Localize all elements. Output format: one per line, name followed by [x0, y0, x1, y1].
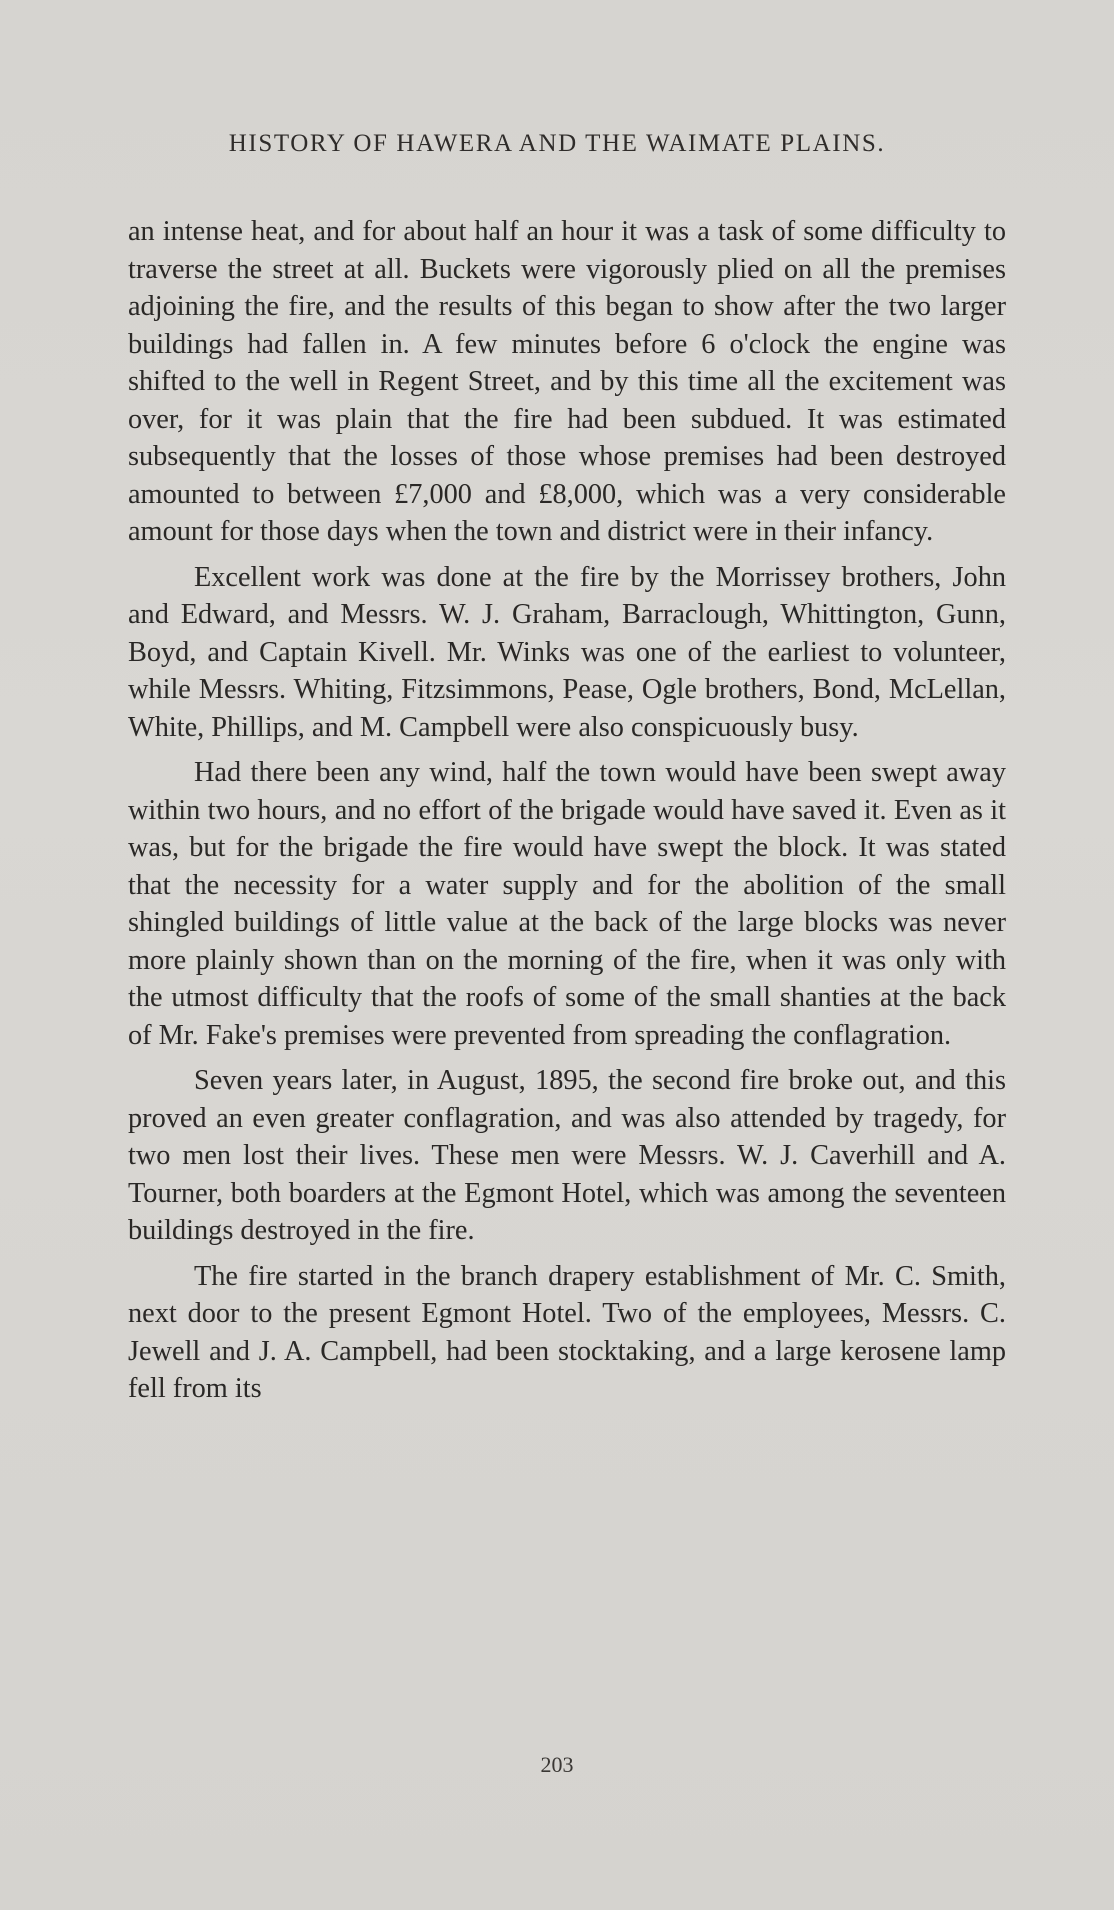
page-number: 203 — [540, 1752, 574, 1777]
body-text — [128, 213, 1006, 1416]
running-head: HISTORY OF HAWERA AND THE WAIMATE PLAINS. — [228, 130, 886, 157]
paragraph-fire-start: The fire started in the branch drapery establishment of Mr. C. Smith, next door to the present Egmont Hotel. Two of the employees, Messrs. C. Jewell and J. A. Campbell, had been stocktaking, and a large kerosene lamp fell from its — [128, 1260, 1006, 1404]
paragraph-second-fire: Seven years later, in August, 1895, the second fire broke out, and this proved an even greater conflagration, and was also attended by tragedy, for two men lost their lives. These men were Messrs. W. J. Caverhill and A. Tourner, both boarders at the Egmont Hotel, which was among the seventeen buildings destroyed in the fire. — [128, 1065, 1006, 1246]
paragraph-fire-helpers: Excellent work was done at the fire by the Morrissey brothers, John and Edward, and Messrs. W. J. Graham, Barraclough, Whittington, Gunn, Boyd, and Captain Kivell. Mr. Winks was one of the earliest to volunteer, while Messrs. Whiting, Fitzsimmons, Pease, Ogle brothers, Bond, McLellan, White, Phillips, and M. Campbell were also conspicuously busy. — [128, 561, 1006, 743]
paragraph-wind: Had there been any wind, half the town would have been swept away within two hours, and no effort of the brigade would have saved it. Even as it was, but for the brigade the fire would have swept the block. It was stated that the necessity for a water supply and for the abolition of the small shingled buildings of little value at the back of the large blocks was never more plainly shown than on the morning of the fire, when it was only with the utmost difficulty that the roofs of some of the small shanties at the back of Mr. Fake's premises were prevented from spreading the conflagration. — [128, 757, 1006, 1051]
paragraph-continuation: an intense heat, and for about half an hour it was a task of some difficulty to traverse the street at all. Buckets were vigorously plied on all the premises adjoining the fire, and the results of this began to show after the two larger buildings had fallen in. A few minutes before 6 o'clock the engine was shifted to the well in Regent Street, and by this time all the excitement was over, for it was plain that the fire had been subdued. It was estimated subsequently that the losses of those whose premises had been destroyed amounted to between £7,000 and £8,000, which was a very considerable amount for those days when the town and district were in their infancy. — [128, 216, 1006, 547]
